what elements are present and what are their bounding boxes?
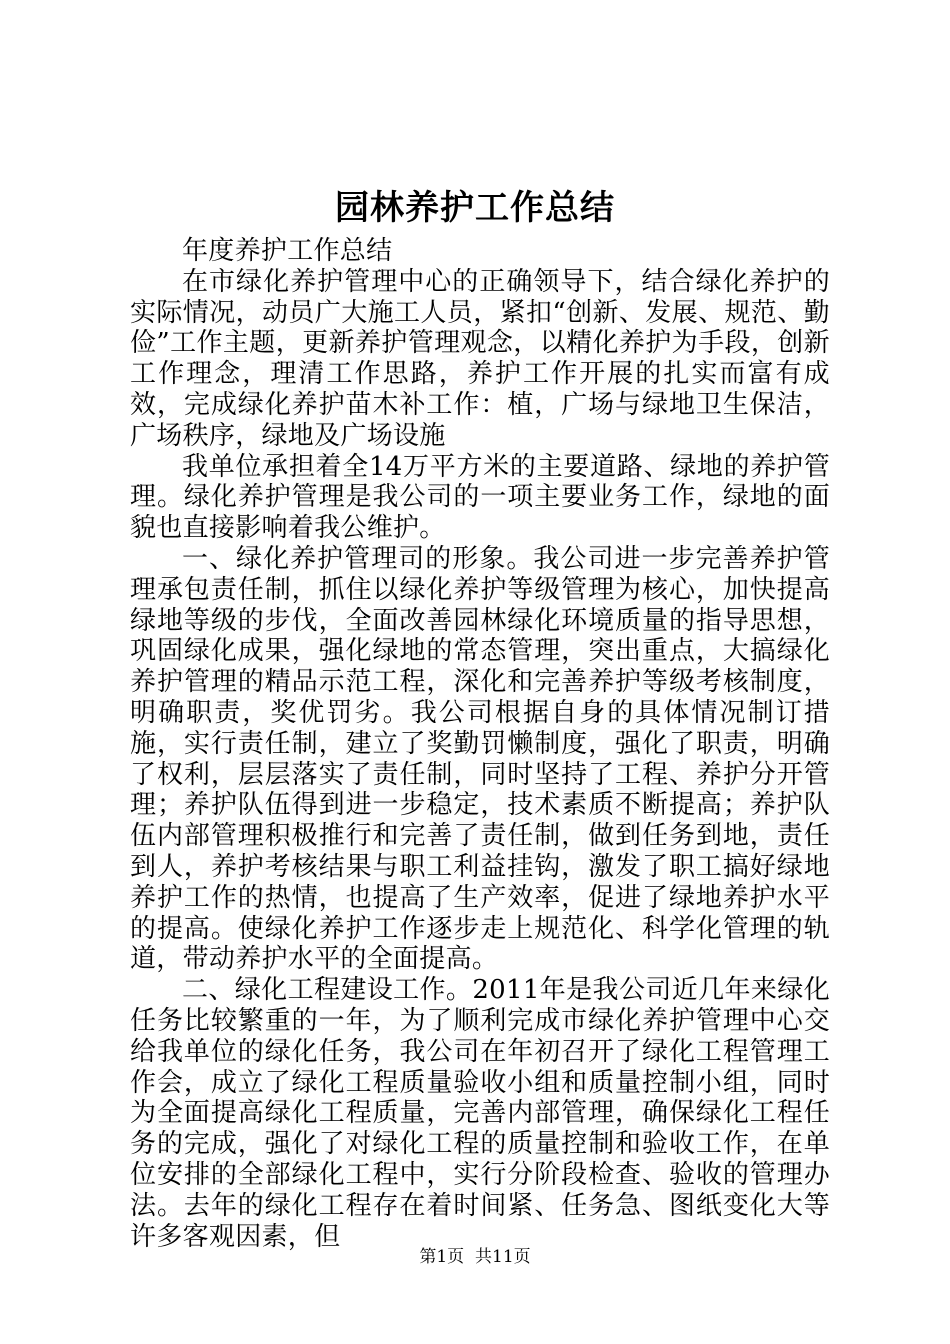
page-total: 共11页	[475, 1247, 531, 1267]
page-footer	[0, 1246, 950, 1268]
footer-separator	[464, 1247, 475, 1267]
document-title: 园林养护工作总结	[335, 188, 615, 228]
document-body	[130, 236, 830, 1252]
paragraph-scope: 我单位承担着全14万平方米的主要道路、绿地的养护管理。绿化养护管理是我公司的一项主要业务工作，绿地的面貌也直接影响着我公维护。	[130, 451, 830, 544]
page-number: 第1页	[419, 1247, 465, 1267]
paragraph-subtitle: 年度养护工作总结	[182, 236, 393, 266]
paragraph-intro: 在市绿化养护管理中心的正确领导下，结合绿化养护的实际情况，动员广大施工人员，紧扣“创新、发展、规范、勤俭”工作主题，更新养护管理观念，以精化养护为手段，创新工作理念，理清工作思路，养护工作开展的扎实而富有成效，完成绿化养护苗木补工作：植，广场与绿地卫生保洁，广场秩序，绿地及广场设施	[130, 266, 830, 451]
paragraph-section-two: 二、绿化工程建设工作。2011年是我公司近几年来绿化任务比较繁重的一年，为了顺利完成市绿化养护管理中心交给我单位的绿化任务，我公司在年初召开了绿化工程管理工作会，成立了绿化工程质量验收小组和质量控制小组，同时为全面提高绿化工程质量，完善内部管理，确保绿化工程任务的完成，强化了对绿化工程的质量控制和验收工作，在单位安排的全部绿化工程中，实行分阶段检查、验收的管理办法。去年的绿化工程存在着时间紧、任务急、图纸变化大等许多客观因素，但	[130, 975, 830, 1252]
paragraph-section-one: 一、绿化养护管理司的形象。我公司进一步完善养护管理承包责任制，抓住以绿化养护等级管理为核心，加快提高绿地等级的步伐，全面改善园林绿化环境质量的指导思想，巩固绿化成果，强化绿地的常态管理，突出重点，大搞绿化养护管理的精品示范工程，深化和完善养护等级考核制度，明确职责，奖优罚劣。我公司根据自身的具体情况制订措施，实行责任制，建立了奖勤罚懒制度，强化了职责，明确了权利，层层落实了责任制，同时坚持了工程、养护分开管理；养护队伍得到进一步稳定，技术素质不断提高；养护队伍内部管理积极推行和完善了责任制，做到任务到地，责任到人，养护考核结果与职工利益挂钩，激发了职工搞好绿地养护工作的热情，也提高了生产效率，促进了绿地养护水平的提高。使绿化养护工作逐步走上规范化、科学化管理的轨道，带动养护水平的全面提高。	[130, 543, 830, 975]
